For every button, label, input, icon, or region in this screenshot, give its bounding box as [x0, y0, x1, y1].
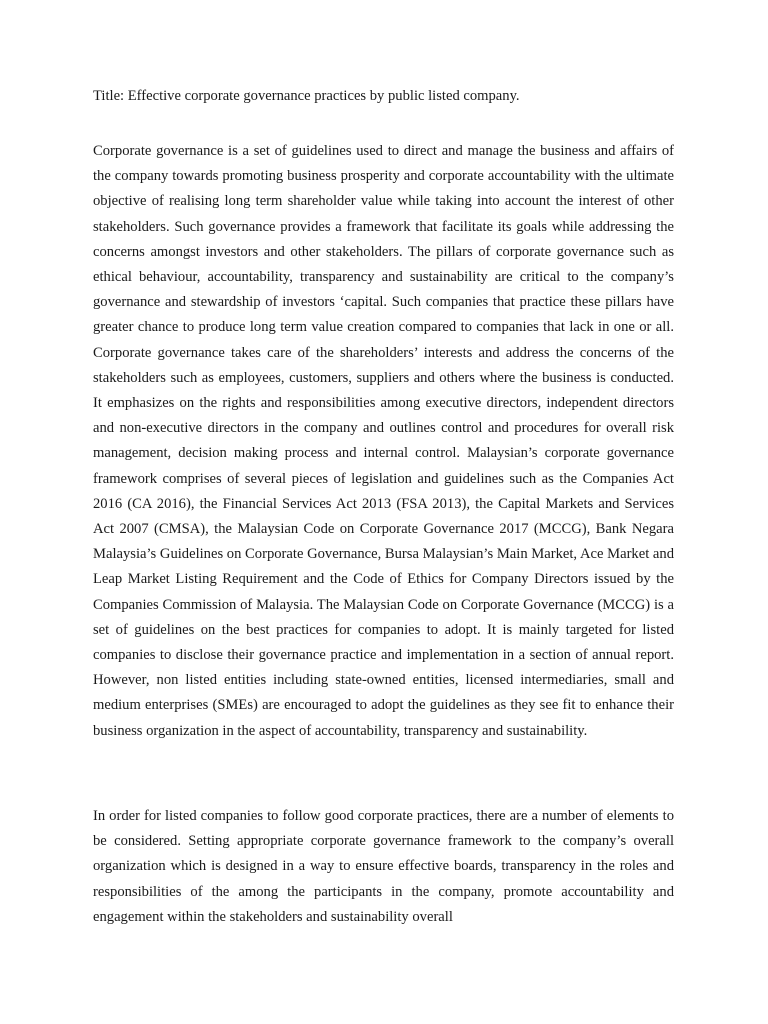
paragraph-corporate-governance-definition: Corporate governance is a set of guidelines used to direct and manage the business and affairs of the company towards promoting business prosperity and corporate accountability with the ultimate objective of realising long term shareholder value while taking into account the interest of other stakeholders. Such governance provides a framework that facilitate its goals while addressing the concerns amongst investors and other stakeholders. The pillars of corporate governance such as ethical behaviour, accountability, transparency and sustainability are critical to the company’s governance and stewardship of investors ‘capital. Such companies that practice these pillars have greater chance to produce long term value creation compared to companies that lack in one or all. Corporate governance takes care of the shareholders’ interests and address the concerns of the stakeholders such as employees, customers, suppliers and others where the business is conducted. It emphasizes on the rights and responsibilities among executive directors, independent directors and non-executive directors in the company and outlines control and procedures for overall risk management, decision making process and internal control. Malaysian’s corporate governance framework comprises of several pieces of legislation and guidelines such as the Companies Act 2016 (CA 2016), the Financial Services Act 2013 (FSA 2013), the Capital Markets and Services Act 2007 (CMSA), the Malaysian Code on Corporate Governance 2017 (MCCG), Bank Negara Malaysia’s Guidelines on Corporate Governance, Bursa Malaysian’s Main Market, Ace Market and Leap Market Listing Requirement and the Code of Ethics for Company Directors issued by the Companies Commission of Malaysia. The Malaysian Code on Corporate Governance (MCCG) is a set of guidelines on the best practices for companies to adopt. It is mainly targeted for listed companies to disclose their governance practice and implementation in a section of annual report. However, non listed entities including state-owned entities, licensed intermediaries, small and medium enterprises (SMEs) are encouraged to adopt the guidelines as they see fit to enhance their business organization in the aspect of accountability, transparency and sustainability. — [93, 143, 674, 739]
paragraph-listed-company-practices: In order for listed companies to follow good corporate practices, there are a number of elements to be considered. Setting appropriate corporate governance framework to the company’s overall organization which is designed in a way to ensure effective boards, transparency in the roles and responsibilities of the among the participants in the company, promote accountability and engagement within the stakeholders and sustainability overall — [93, 808, 674, 925]
document-title: Title: Effective corporate governance practices by public listed company. — [93, 88, 520, 104]
